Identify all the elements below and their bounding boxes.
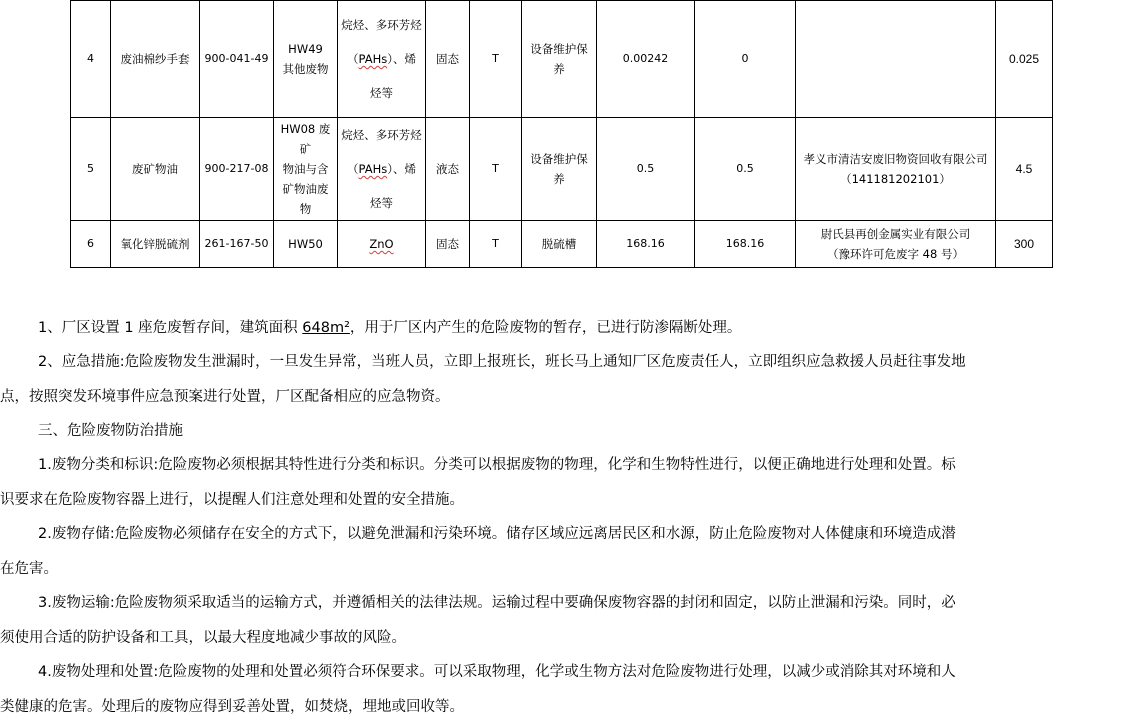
cell-disposer-line: 尉氏县再创金属实业有限公司 (798, 224, 993, 244)
p2-line-1: 2、应急措施:危险废物发生泄漏时，一旦发生异常，当班人员，立即上报班长，班长马上通知厂区危废责任人，立即组织应急救援人员赶往事发地 (0, 345, 1143, 380)
cell-no-line: 6 (73, 234, 108, 254)
cell-total (996, 221, 1053, 268)
paragraph-classification (0, 448, 1143, 517)
cell-name-line: 氧化锌脱硫剂 (113, 234, 197, 254)
p1-text-b: ，用于厂区内产生的危险废物的暂存，已进行防渗隔断处理。 (350, 320, 742, 336)
cell-component-line: （PAHs）、烯 (340, 42, 423, 76)
cell-amount-2 (695, 221, 796, 268)
paragraph-storage (0, 517, 1143, 586)
paragraph-emergency (0, 345, 1143, 414)
cell-disposer (796, 221, 996, 268)
cell-category-line: 矿物油废 (276, 179, 335, 199)
p4-line-1: 2.废物存储:危险废物必须储存在安全的方式下，以避免泄漏和污染环境。储存区域应远离居民区和水源，防止危险废物对人体健康和环境造成潜 (0, 517, 1143, 552)
cell-amount-2-line: 0 (697, 49, 793, 69)
p3-line-2: 识要求在危险废物容器上进行，以提醒人们注意处理和处置的安全措施。 (0, 483, 1143, 518)
cell-state (426, 221, 470, 268)
cell-amount-1-line: 0.5 (599, 159, 692, 179)
cell-total-line: 300 (998, 234, 1050, 254)
cell-unit (470, 118, 522, 221)
cell-amount-1 (597, 221, 695, 268)
cell-name (111, 118, 200, 221)
cell-source-line: 养 (524, 59, 594, 79)
cell-name-line: 废油棉纱手套 (113, 49, 197, 69)
cell-category-line: HW08 废矿 (276, 119, 335, 159)
cell-component (338, 1, 426, 118)
cell-category-line: 物油与含 (276, 159, 335, 179)
cell-name (111, 221, 200, 268)
cell-unit-line: T (472, 234, 519, 254)
cell-source-line: 设备维护保 (524, 39, 594, 59)
cell-amount-2 (695, 118, 796, 221)
cell-code-line: 900-041-49 (202, 49, 271, 69)
cell-category-line: 物 (276, 199, 335, 219)
cell-category-line: HW50 (276, 234, 335, 254)
cell-amount-1-line: 168.16 (599, 234, 692, 254)
cell-amount-2 (695, 1, 796, 118)
cell-disposer-line: （141181202101） (798, 169, 993, 189)
cell-name (111, 1, 200, 118)
cell-state (426, 118, 470, 221)
cell-code-line: 261-167-50 (202, 234, 271, 254)
cell-disposer-line: （豫环许可危废字 48 号） (798, 244, 993, 264)
cell-source (522, 1, 597, 118)
cell-component-line: 烷烃、多环芳烃 (340, 118, 423, 152)
cell-total-line: 0.025 (998, 49, 1050, 69)
cell-unit (470, 221, 522, 268)
cell-unit (470, 1, 522, 118)
cell-state-line: 固态 (428, 234, 467, 254)
table-row (71, 1, 1053, 118)
cell-component-line: ZnO (340, 227, 423, 261)
cell-total-line: 4.5 (998, 159, 1050, 179)
p6-line-2: 类健康的危害。处理后的废物应得到妥善处置，如焚烧，埋地或回收等。 (0, 690, 1143, 724)
cell-category-line: HW49 (276, 39, 335, 59)
cell-component-line: 烃等 (340, 186, 423, 220)
cell-code-line: 900-217-08 (202, 159, 271, 179)
cell-component-line: （PAHs）、烯 (340, 152, 423, 186)
p5-line-1: 3.废物运输:危险废物须采取适当的运输方式，并遵循相关的法律法规。运输过程中要确保废物容器的封闭和固定，以防止泄漏和污染。同时，必 (0, 586, 1143, 621)
cell-code (200, 1, 274, 118)
cell-source (522, 221, 597, 268)
cell-name-line: 废矿物油 (113, 159, 197, 179)
cell-source-line: 养 (524, 169, 594, 189)
cell-amount-2-line: 0.5 (697, 159, 793, 179)
cell-category (274, 1, 338, 118)
cell-no (71, 221, 111, 268)
cell-state (426, 1, 470, 118)
paragraph-storage-room (0, 311, 1143, 346)
p3-line-1: 1.废物分类和标识:危险废物必须根据其特性进行分类和标识。分类可以根据废物的物理，化学和生物特性进行，以便正确地进行处理和处置。标 (0, 448, 1143, 483)
paragraph-transport (0, 586, 1143, 655)
cell-category (274, 221, 338, 268)
cell-amount-1 (597, 118, 695, 221)
p5-line-2: 须使用合适的防护设备和工具，以最大程度地减少事故的风险。 (0, 621, 1143, 656)
table-row (71, 118, 1053, 221)
cell-component-line: 烷烃、多环芳烃 (340, 8, 423, 42)
p6-line-1: 4.废物处理和处置:危险废物的处理和处置必须符合环保要求。可以采取物理，化学或生物方法对危险废物进行处理，以减少或消除其对环境和人 (0, 655, 1143, 690)
cell-code (200, 221, 274, 268)
cell-category-line: 其他废物 (276, 59, 335, 79)
table-row (71, 221, 1053, 268)
p2-line-2: 点，按照突发环境事件应急预案进行处置，厂区配备相应的应急物资。 (0, 380, 1143, 415)
cell-disposer (796, 118, 996, 221)
cell-no-line: 5 (73, 159, 108, 179)
heading-line: 三、危险废物防治措施 (0, 414, 1143, 449)
cell-source (522, 118, 597, 221)
cell-amount-2-line: 168.16 (697, 234, 793, 254)
cell-state-line: 液态 (428, 159, 467, 179)
cell-component (338, 221, 426, 268)
cell-disposer-line: 孝义市清洁安废旧物资回收有限公司 (798, 149, 993, 169)
cell-amount-1-line: 0.00242 (599, 49, 692, 69)
cell-component (338, 118, 426, 221)
hazardous-waste-table (70, 0, 1053, 268)
p1-line-1 (0, 311, 1143, 346)
cell-component-line: 烃等 (340, 76, 423, 110)
cell-amount-1 (597, 1, 695, 118)
cell-code (200, 118, 274, 221)
cell-unit-line: T (472, 49, 519, 69)
cell-total (996, 118, 1053, 221)
p1-text-a: 1、厂区设置 1 座危废暂存间，建筑面积 (38, 320, 302, 336)
p1-area: 648m² (302, 320, 350, 336)
section-heading (0, 414, 1143, 449)
cell-source-line: 脱硫槽 (524, 234, 594, 254)
cell-unit-line: T (472, 159, 519, 179)
cell-no (71, 118, 111, 221)
cell-category (274, 118, 338, 221)
paragraph-disposal (0, 655, 1143, 724)
cell-no-line: 4 (73, 49, 108, 69)
p4-line-2: 在危害。 (0, 552, 1143, 587)
cell-no (71, 1, 111, 118)
cell-source-line: 设备维护保 (524, 149, 594, 169)
cell-total (996, 1, 1053, 118)
cell-disposer (796, 1, 996, 118)
cell-state-line: 固态 (428, 49, 467, 69)
